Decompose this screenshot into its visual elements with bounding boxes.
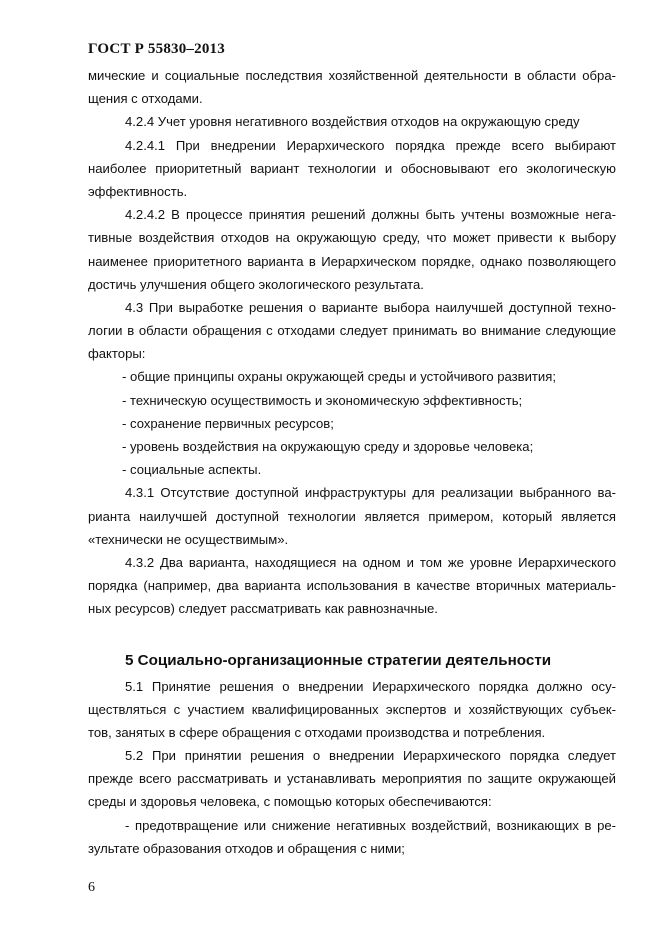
text-line: достичь улучшения общего экологического результата.	[88, 276, 424, 292]
text-line: 5.2 При принятии решения о внедрении Иерархического порядка следует	[125, 748, 616, 764]
text-line: рианта наилучшей доступной технологии является примером, который является	[88, 508, 616, 524]
text-line: 4.2.4.1 При внедрении Иерархического порядка прежде всего выбирают	[125, 137, 616, 153]
list-item: - общие принципы охраны окружающей среды и устойчивого развития;	[122, 369, 556, 385]
text-line: тивные воздействия отходов на окружающую среду, что может привести к выбору	[88, 230, 616, 246]
text-line: «технически не осуществимым».	[88, 531, 289, 547]
text-line: факторы:	[88, 346, 146, 362]
text-line: 5.1 Принятие решения о внедрении Иерархического порядка должно осу-	[125, 678, 616, 694]
text-line: наименее приоритетного варианта в Иерархическом порядке, однако позволяющего	[88, 253, 616, 269]
document-body	[88, 64, 616, 860]
text-line: щения с отходами.	[88, 91, 203, 107]
text-line: мические и социальные последствия хозяйственной деятельности в области обра-	[88, 68, 616, 83]
document-header-code: ГОСТ Р 55830–2013	[88, 41, 225, 57]
text-line: порядка (например, два варианта использования в качестве вторичных материаль-	[88, 578, 616, 594]
text-line: зультате образования отходов и обращения с ними;	[88, 840, 405, 856]
list-item: - уровень воздействия на окружающую среду и здоровье человека;	[122, 439, 534, 454]
text-line: 4.3.1 Отсутствие доступной инфраструктуры для реализации выбранного ва-	[125, 485, 616, 501]
text-line: среды и здоровья человека, с помощью которых обеспечиваются:	[88, 794, 492, 810]
list-item: - социальные аспекты.	[122, 462, 262, 478]
text-line: 4.2.4.2 В процессе принятия решений должны быть учтены возможные нега-	[125, 207, 616, 223]
text-line: тов, занятых в сфере обращения с отходами производства и потребления.	[88, 724, 546, 740]
text-line: 4.3.2 Два варианта, находящиеся на одном и том же уровне Иерархического	[125, 554, 616, 570]
text-line: логии в области обращения с отходами следует принимать во внимание следующие	[88, 323, 616, 339]
text-line: ществляться с участием квалифицированных экспертов и хозяйствующих субъек-	[88, 701, 616, 717]
list-item: - предотвращение или снижение негативных воздействий, возникающих в ре-	[125, 817, 616, 833]
list-item: - сохранение первичных ресурсов;	[122, 415, 334, 431]
clause-heading-4-2-4: 4.2.4 Учет уровня негативного воздействия отходов на окружающую среду	[125, 114, 580, 130]
text-line: 4.3 При выработке решения о варианте выбора наилучшей доступной техно-	[125, 299, 616, 315]
text-line: ных ресурсов) следует рассматривать как равнозначные.	[88, 601, 438, 617]
text-line: эффективность.	[88, 183, 188, 199]
text-line: прежде всего рассматривать и устанавливать мероприятия по защите окружающей	[88, 771, 616, 787]
list-item: - техническую осуществимость и экономическую эффективность;	[122, 392, 523, 408]
text-line: наиболее приоритетный вариант технологии и обосновывают его экологическую	[88, 160, 616, 176]
section-5-heading: 5 Социально-организационные стратегии деятельности	[125, 651, 552, 669]
page-number: 6	[88, 880, 95, 895]
